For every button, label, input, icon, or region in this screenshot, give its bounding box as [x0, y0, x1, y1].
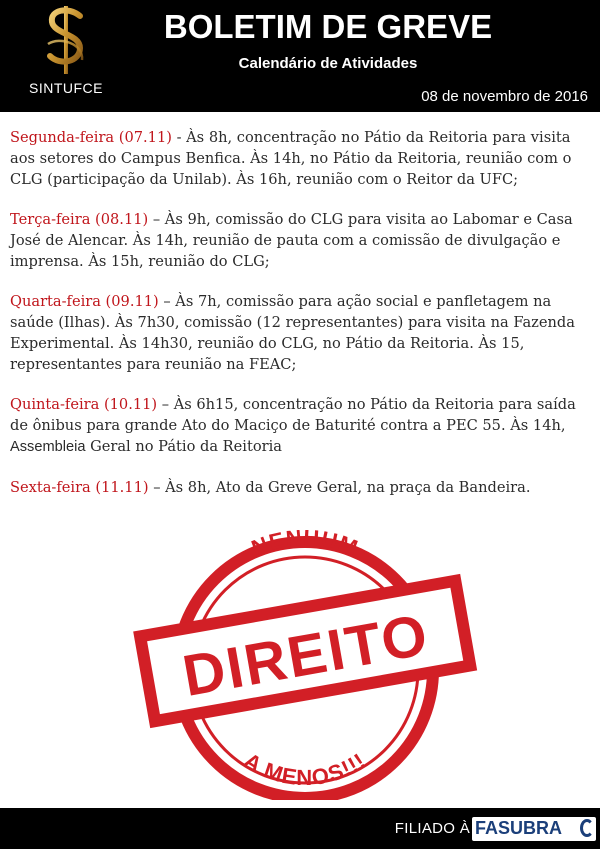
day-label: Quinta-feira (10.11) — [10, 396, 158, 413]
logo-text: SINTUFCE — [29, 80, 103, 96]
fasubra-mark-icon — [580, 819, 594, 837]
item-text-end: Geral no Pátio da Reitoria — [85, 438, 282, 455]
schedule-item-thursday — [10, 394, 590, 458]
schedule-item-friday — [10, 477, 590, 498]
schedule-item-wednesday — [10, 291, 590, 375]
schedule-item-monday — [10, 127, 590, 190]
fasubra-text: FASUBRA — [475, 818, 563, 838]
day-label: Sexta-feira (11.11) — [10, 479, 149, 496]
schedule-item-tuesday — [10, 209, 590, 272]
schedule-list — [10, 127, 590, 517]
sintufce-logo — [22, 4, 110, 104]
stamp-main-text: DIREITO — [178, 601, 434, 709]
bulletin-subtitle: Calendário de Atividades — [238, 55, 418, 72]
sintufce-emblem-icon — [40, 4, 92, 76]
item-text: – Às 8h, Ato da Greve Geral, na praça da Bandeira. — [148, 479, 531, 496]
filiado-label: FILIADO À — [394, 820, 470, 837]
stamp-top-text: NENHUM — [247, 530, 362, 561]
day-label: Segunda-feira (07.11) — [10, 129, 172, 146]
bulletin-title: BOLETIM DE GREVE — [163, 8, 493, 45]
item-text: – Às 6h15, concentração no Pátio da Reitoria para saída de ônibus para grande Ato do Maciço de Baturité contra a PEC 55. Às 14h, — [10, 396, 576, 434]
day-label: Quarta-feira (09.11) — [10, 293, 159, 310]
fasubra-logo — [472, 817, 596, 841]
footer — [0, 808, 600, 849]
stamp-bottom-text: A MENOS!!! — [239, 747, 371, 791]
header — [0, 0, 600, 112]
item-text: – Às 7h, comissão para ação social e panfletagem na saúde (Ilhas). Às 7h30, comissão (12 representantes) para visita na Fazenda Experimental. Às 14h30, reunião do CLG, no Pátio da Reitoria. Às 15, representantes para reunião na FEAC; — [10, 293, 575, 373]
day-label: Terça-feira (08.11) — [10, 211, 149, 228]
nenhum-direito-stamp — [95, 530, 515, 800]
item-text-assembleia: Assembleia — [10, 439, 86, 455]
item-text: – Às 9h, comissão do CLG para visita ao Labomar e Casa José de Alencar. Às 14h, reunião de pauta com a comissão de divulgação e imprensa. Às 15h, reunião do CLG; — [10, 211, 573, 270]
item-text: - Às 8h, concentração no Pátio da Reitoria para visita aos setores do Campus Benfica. Às 14h, no Pátio da Reitoria, reunião com o CLG (participação da Unilab). Às 16h, reunião com o Reitor da UFC; — [10, 129, 572, 188]
bulletin-date: 08 de novembro de 2016 — [421, 88, 588, 105]
